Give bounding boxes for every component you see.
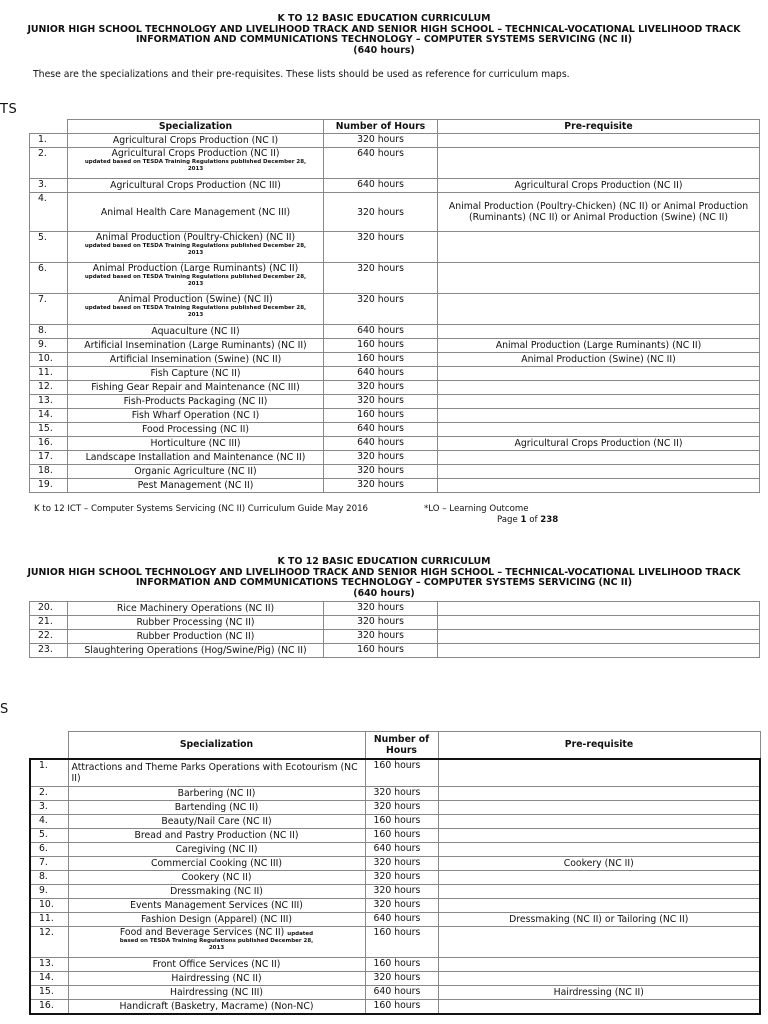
tesda-update-note: 2013	[187, 249, 204, 256]
table-row	[30, 899, 760, 913]
table-row	[30, 148, 760, 179]
row-number: 21.	[30, 616, 68, 630]
table-row	[30, 423, 760, 437]
header-hours	[365, 732, 438, 759]
row-specialization: Cookery (NC II)	[68, 871, 365, 885]
specialization-table-1	[29, 119, 760, 493]
row-number: 5.	[30, 829, 68, 843]
header-line-3: INFORMATION AND COMMUNICATIONS TECHNOLOGY – COMPUTER SYSTEMS SERVICING (NC II)	[135, 34, 633, 46]
row-hours: 320 hours	[365, 857, 438, 871]
row-specialization	[68, 294, 324, 325]
row-number: 16.	[30, 1000, 68, 1014]
row-hours: 320 hours	[324, 381, 438, 395]
row-hours: 320 hours	[365, 871, 438, 885]
row-specialization: Hairdressing (NC II)	[68, 972, 365, 986]
row-specialization: Artificial Insemination (Swine) (NC II)	[68, 353, 324, 367]
table-row	[30, 871, 760, 885]
row-number: 22.	[30, 630, 68, 644]
row-specialization: Events Management Services (NC III)	[68, 899, 365, 913]
header-line-4: (640 hours)	[353, 587, 415, 599]
table-row	[30, 465, 760, 479]
row-prerequisite	[438, 232, 760, 263]
row-specialization: Horticulture (NC III)	[68, 437, 324, 451]
row-prerequisite	[438, 134, 760, 148]
table-row	[30, 263, 760, 294]
row-specialization: Food Processing (NC II)	[68, 423, 324, 437]
row-number: 19.	[30, 479, 68, 493]
row-prerequisite: Agricultural Crops Production (NC II)	[438, 179, 760, 193]
row-specialization: Pest Management (NC II)	[68, 479, 324, 493]
table-row	[30, 451, 760, 465]
table-row	[30, 843, 760, 857]
row-prerequisite	[438, 871, 760, 885]
row-number: 18.	[30, 465, 68, 479]
row-prerequisite	[438, 899, 760, 913]
row-number: 3.	[30, 801, 68, 815]
tesda-update-note: updated based on TESDA Training Regulations published December 28,	[84, 159, 307, 165]
table-row	[30, 913, 760, 927]
row-specialization: Slaughtering Operations (Hog/Swine/Pig) (NC II)	[68, 644, 324, 658]
row-number: 6.	[30, 843, 68, 857]
row-hours: 160 hours	[365, 1000, 438, 1014]
row-specialization	[68, 263, 324, 294]
row-number: 2.	[30, 148, 68, 179]
row-hours: 320 hours	[324, 193, 438, 232]
row-prerequisite	[438, 148, 760, 179]
row-hours: 160 hours	[365, 815, 438, 829]
row-number: 9.	[30, 339, 68, 353]
row-number: 20.	[30, 602, 68, 616]
table-row	[30, 857, 760, 871]
page-header-2	[0, 557, 768, 599]
row-hours: 320 hours	[324, 395, 438, 409]
row-prerequisite	[438, 829, 760, 843]
specialization-table-3	[29, 731, 761, 1015]
table-row	[30, 134, 760, 148]
table-row	[30, 479, 760, 493]
row-hours: 320 hours	[365, 885, 438, 899]
table-row	[30, 437, 760, 451]
table-row	[30, 179, 760, 193]
row-number: 7.	[30, 857, 68, 871]
row-number: 8.	[30, 325, 68, 339]
row-number: 11.	[30, 913, 68, 927]
row-specialization: Fish Wharf Operation (NC I)	[68, 409, 324, 423]
row-specialization: Attractions and Theme Parks Operations with Ecotourism (NC II)	[68, 759, 365, 787]
table-header-row	[30, 732, 760, 759]
table-row	[30, 325, 760, 339]
row-specialization: Landscape Installation and Maintenance (NC II)	[68, 451, 324, 465]
row-hours: 320 hours	[324, 294, 438, 325]
table-row	[30, 395, 760, 409]
header-line-1: K TO 12 BASIC EDUCATION CURRICULUM	[277, 556, 491, 567]
row-prerequisite	[438, 395, 760, 409]
row-prerequisite: Hairdressing (NC II)	[438, 986, 760, 1000]
row-number: 1.	[30, 134, 68, 148]
tesda-update-note: updated based on TESDA Training Regulations published December 28,	[84, 274, 307, 280]
row-specialization: Artificial Insemination (Large Ruminants) (NC II)	[68, 339, 324, 353]
row-hours: 320 hours	[324, 602, 438, 616]
row-prerequisite: Cookery (NC II)	[438, 857, 760, 871]
row-prerequisite: Animal Production (Swine) (NC II)	[438, 353, 760, 367]
row-prerequisite	[438, 644, 760, 658]
tesda-update-note: updated	[287, 931, 314, 937]
row-number: 12.	[30, 381, 68, 395]
table-row	[30, 602, 760, 616]
row-number: 15.	[30, 986, 68, 1000]
header-specialization: Specialization	[68, 120, 324, 134]
header-specialization: Specialization	[68, 732, 365, 759]
table-row	[30, 829, 760, 843]
header-prereq: Pre-requisite	[438, 120, 760, 134]
row-prerequisite	[438, 958, 760, 972]
row-number: 6.	[30, 263, 68, 294]
page-number	[497, 515, 558, 525]
row-prerequisite	[438, 381, 760, 395]
specialization-name: Animal Production (Large Ruminants) (NC II)	[92, 263, 299, 274]
row-prerequisite	[438, 479, 760, 493]
row-hours: 640 hours	[324, 423, 438, 437]
footer-left: K to 12 ICT – Computer Systems Servicing (NC II) Curriculum Guide May 2016	[34, 504, 369, 514]
row-prerequisite	[438, 885, 760, 899]
header-line-2: JUNIOR HIGH SCHOOL TECHNOLOGY AND LIVELIHOOD TRACK AND SENIOR HIGH SCHOOL – TECHNICAL-VOCATIONAL LIVELIHOOD TRACK	[27, 566, 741, 578]
row-hours: 640 hours	[365, 913, 438, 927]
intro-text: These are the specializations and their pre-requisites. These lists should be used as reference for curriculum maps.	[33, 69, 570, 80]
row-number: 23.	[30, 644, 68, 658]
row-specialization: Handicraft (Basketry, Macrame) (Non-NC)	[68, 1000, 365, 1014]
tesda-update-note: 2013	[187, 280, 204, 287]
row-prerequisite: Agricultural Crops Production (NC II)	[438, 437, 760, 451]
row-number: 10.	[30, 899, 68, 913]
table-row	[30, 644, 760, 658]
row-number: 17.	[30, 451, 68, 465]
row-prerequisite	[438, 451, 760, 465]
row-specialization: Fashion Design (Apparel) (NC III)	[68, 913, 365, 927]
page-current: 1	[520, 515, 527, 525]
header-line-2: JUNIOR HIGH SCHOOL TECHNOLOGY AND LIVELIHOOD TRACK AND SENIOR HIGH SCHOOL – TECHNICAL-VOCATIONAL LIVELIHOOD TRACK	[27, 23, 741, 35]
row-specialization: Organic Agriculture (NC II)	[68, 465, 324, 479]
row-hours: 640 hours	[324, 148, 438, 179]
row-hours: 320 hours	[324, 465, 438, 479]
table-row	[30, 381, 760, 395]
row-hours: 320 hours	[324, 630, 438, 644]
row-prerequisite	[438, 465, 760, 479]
table-row	[30, 1000, 760, 1014]
row-hours: 640 hours	[324, 437, 438, 451]
table-row	[30, 616, 760, 630]
row-prerequisite	[438, 1000, 760, 1014]
row-number: 14.	[30, 409, 68, 423]
row-hours: 640 hours	[324, 325, 438, 339]
tesda-update-note: based on TESDA Training Regulations published December 28,	[119, 938, 314, 944]
row-hours: 640 hours	[324, 367, 438, 381]
row-number: 8.	[30, 871, 68, 885]
row-hours: 320 hours	[324, 263, 438, 294]
row-hours: 320 hours	[365, 972, 438, 986]
table-row	[30, 801, 760, 815]
row-prerequisite	[438, 263, 760, 294]
row-specialization: Aquaculture (NC II)	[68, 325, 324, 339]
row-number: 3.	[30, 179, 68, 193]
table-row	[30, 986, 760, 1000]
table-row	[30, 787, 760, 801]
specialization-name: Agricultural Crops Production (NC II)	[111, 148, 280, 159]
header-number	[30, 120, 68, 134]
row-prerequisite	[438, 759, 760, 787]
row-prerequisite: Dressmaking (NC II) or Tailoring (NC II)	[438, 913, 760, 927]
row-number: 12.	[30, 927, 68, 958]
row-specialization: Dressmaking (NC II)	[68, 885, 365, 899]
row-number: 13.	[30, 958, 68, 972]
row-prerequisite	[438, 294, 760, 325]
row-prerequisite	[438, 843, 760, 857]
row-prerequisite	[438, 801, 760, 815]
row-number: 10.	[30, 353, 68, 367]
row-hours: 160 hours	[324, 644, 438, 658]
page-prefix: Page	[497, 515, 521, 525]
row-prerequisite	[438, 972, 760, 986]
row-number: 14.	[30, 972, 68, 986]
row-hours: 160 hours	[365, 958, 438, 972]
row-prerequisite	[438, 630, 760, 644]
row-hours: 640 hours	[365, 843, 438, 857]
row-hours: 160 hours	[324, 409, 438, 423]
row-prerequisite: Animal Production (Poultry-Chicken) (NC II) or Animal Production (Ruminants) (NC II) or Animal Production (Swine) (NC II)	[438, 193, 760, 232]
table-row	[30, 885, 760, 899]
table-row	[30, 367, 760, 381]
header-hours-line2: Hours	[386, 744, 417, 756]
row-hours: 320 hours	[324, 616, 438, 630]
section-heading-fragment-1: TS	[0, 102, 18, 117]
specialization-table-2	[29, 601, 760, 658]
table-row	[30, 815, 760, 829]
row-number: 9.	[30, 885, 68, 899]
row-specialization: Hairdressing (NC III)	[68, 986, 365, 1000]
tesda-update-note: updated based on TESDA Training Regulations published December 28,	[84, 243, 307, 249]
specialization-name: Food and Beverage Services (NC II)	[119, 927, 285, 938]
row-specialization: Rubber Processing (NC II)	[68, 616, 324, 630]
row-hours: 320 hours	[365, 787, 438, 801]
table-row	[30, 409, 760, 423]
table-row	[30, 339, 760, 353]
section-heading-fragment-2: S	[0, 702, 9, 717]
row-number: 5.	[30, 232, 68, 263]
header-hours-line1: Number of	[373, 733, 430, 745]
row-specialization: Agricultural Crops Production (NC III)	[68, 179, 324, 193]
row-specialization: Bread and Pastry Production (NC II)	[68, 829, 365, 843]
row-prerequisite	[438, 325, 760, 339]
row-specialization: Commercial Cooking (NC III)	[68, 857, 365, 871]
row-specialization: Bartending (NC II)	[68, 801, 365, 815]
page-header-1	[0, 14, 768, 56]
footer-lo-note: *LO – Learning Outcome	[424, 504, 529, 514]
table-row	[30, 630, 760, 644]
header-line-4: (640 hours)	[353, 44, 415, 56]
tesda-update-note: 2013	[187, 165, 204, 172]
row-prerequisite: Animal Production (Large Ruminants) (NC II)	[438, 339, 760, 353]
row-specialization: Rice Machinery Operations (NC II)	[68, 602, 324, 616]
row-hours: 320 hours	[324, 134, 438, 148]
row-number: 16.	[30, 437, 68, 451]
tesda-update-note: updated based on TESDA Training Regulations published December 28,	[84, 305, 307, 311]
row-number: 11.	[30, 367, 68, 381]
row-number: 4.	[30, 815, 68, 829]
row-prerequisite	[438, 787, 760, 801]
row-number: 4.	[30, 193, 68, 232]
row-prerequisite	[438, 367, 760, 381]
row-prerequisite	[438, 815, 760, 829]
page-of: of	[526, 515, 541, 525]
row-hours: 160 hours	[324, 339, 438, 353]
header-hours: Number of Hours	[324, 120, 438, 134]
table-row	[30, 193, 760, 232]
table-row	[30, 972, 760, 986]
row-specialization	[68, 232, 324, 263]
row-specialization: Fish-Products Packaging (NC II)	[68, 395, 324, 409]
row-hours: 640 hours	[324, 179, 438, 193]
row-prerequisite	[438, 423, 760, 437]
row-specialization: Front Office Services (NC II)	[68, 958, 365, 972]
header-prereq: Pre-requisite	[438, 732, 760, 759]
row-hours: 160 hours	[365, 927, 438, 958]
row-hours: 320 hours	[365, 899, 438, 913]
table-header-row	[30, 120, 760, 134]
row-specialization: Agricultural Crops Production (NC I)	[68, 134, 324, 148]
row-specialization	[68, 927, 365, 958]
header-number	[30, 732, 68, 759]
row-specialization: Caregiving (NC II)	[68, 843, 365, 857]
row-prerequisite	[438, 602, 760, 616]
header-line-3: INFORMATION AND COMMUNICATIONS TECHNOLOGY – COMPUTER SYSTEMS SERVICING (NC II)	[135, 577, 633, 589]
row-specialization: Rubber Production (NC II)	[68, 630, 324, 644]
specialization-name: Animal Production (Swine) (NC II)	[118, 294, 273, 305]
row-number: 7.	[30, 294, 68, 325]
row-number: 2.	[30, 787, 68, 801]
row-prerequisite	[438, 409, 760, 423]
row-specialization: Barbering (NC II)	[68, 787, 365, 801]
row-number: 1.	[30, 759, 68, 787]
table-row	[30, 232, 760, 263]
row-number: 13.	[30, 395, 68, 409]
row-hours: 640 hours	[365, 986, 438, 1000]
row-prerequisite	[438, 616, 760, 630]
table-row	[30, 958, 760, 972]
row-hours: 320 hours	[324, 479, 438, 493]
row-prerequisite	[438, 927, 760, 958]
tesda-update-note: 2013	[187, 311, 204, 318]
row-hours: 320 hours	[324, 451, 438, 465]
header-line-1: K TO 12 BASIC EDUCATION CURRICULUM	[277, 13, 491, 24]
row-number: 15.	[30, 423, 68, 437]
row-hours: 160 hours	[365, 829, 438, 843]
row-hours: 160 hours	[324, 353, 438, 367]
table-row	[30, 927, 760, 958]
table-row	[30, 294, 760, 325]
row-hours: 320 hours	[324, 232, 438, 263]
row-specialization: Animal Health Care Management (NC III)	[68, 193, 324, 232]
table-row	[30, 759, 760, 787]
specialization-name: Animal Production (Poultry-Chicken) (NC II)	[95, 232, 296, 243]
row-hours: 160 hours	[365, 759, 438, 787]
row-specialization: Fish Capture (NC II)	[68, 367, 324, 381]
table-row	[30, 353, 760, 367]
row-specialization: Beauty/Nail Care (NC II)	[68, 815, 365, 829]
page-total: 238	[540, 515, 559, 525]
row-specialization: Fishing Gear Repair and Maintenance (NC III)	[68, 381, 324, 395]
row-hours: 320 hours	[365, 801, 438, 815]
tesda-update-note: 2013	[208, 944, 225, 951]
row-specialization	[68, 148, 324, 179]
